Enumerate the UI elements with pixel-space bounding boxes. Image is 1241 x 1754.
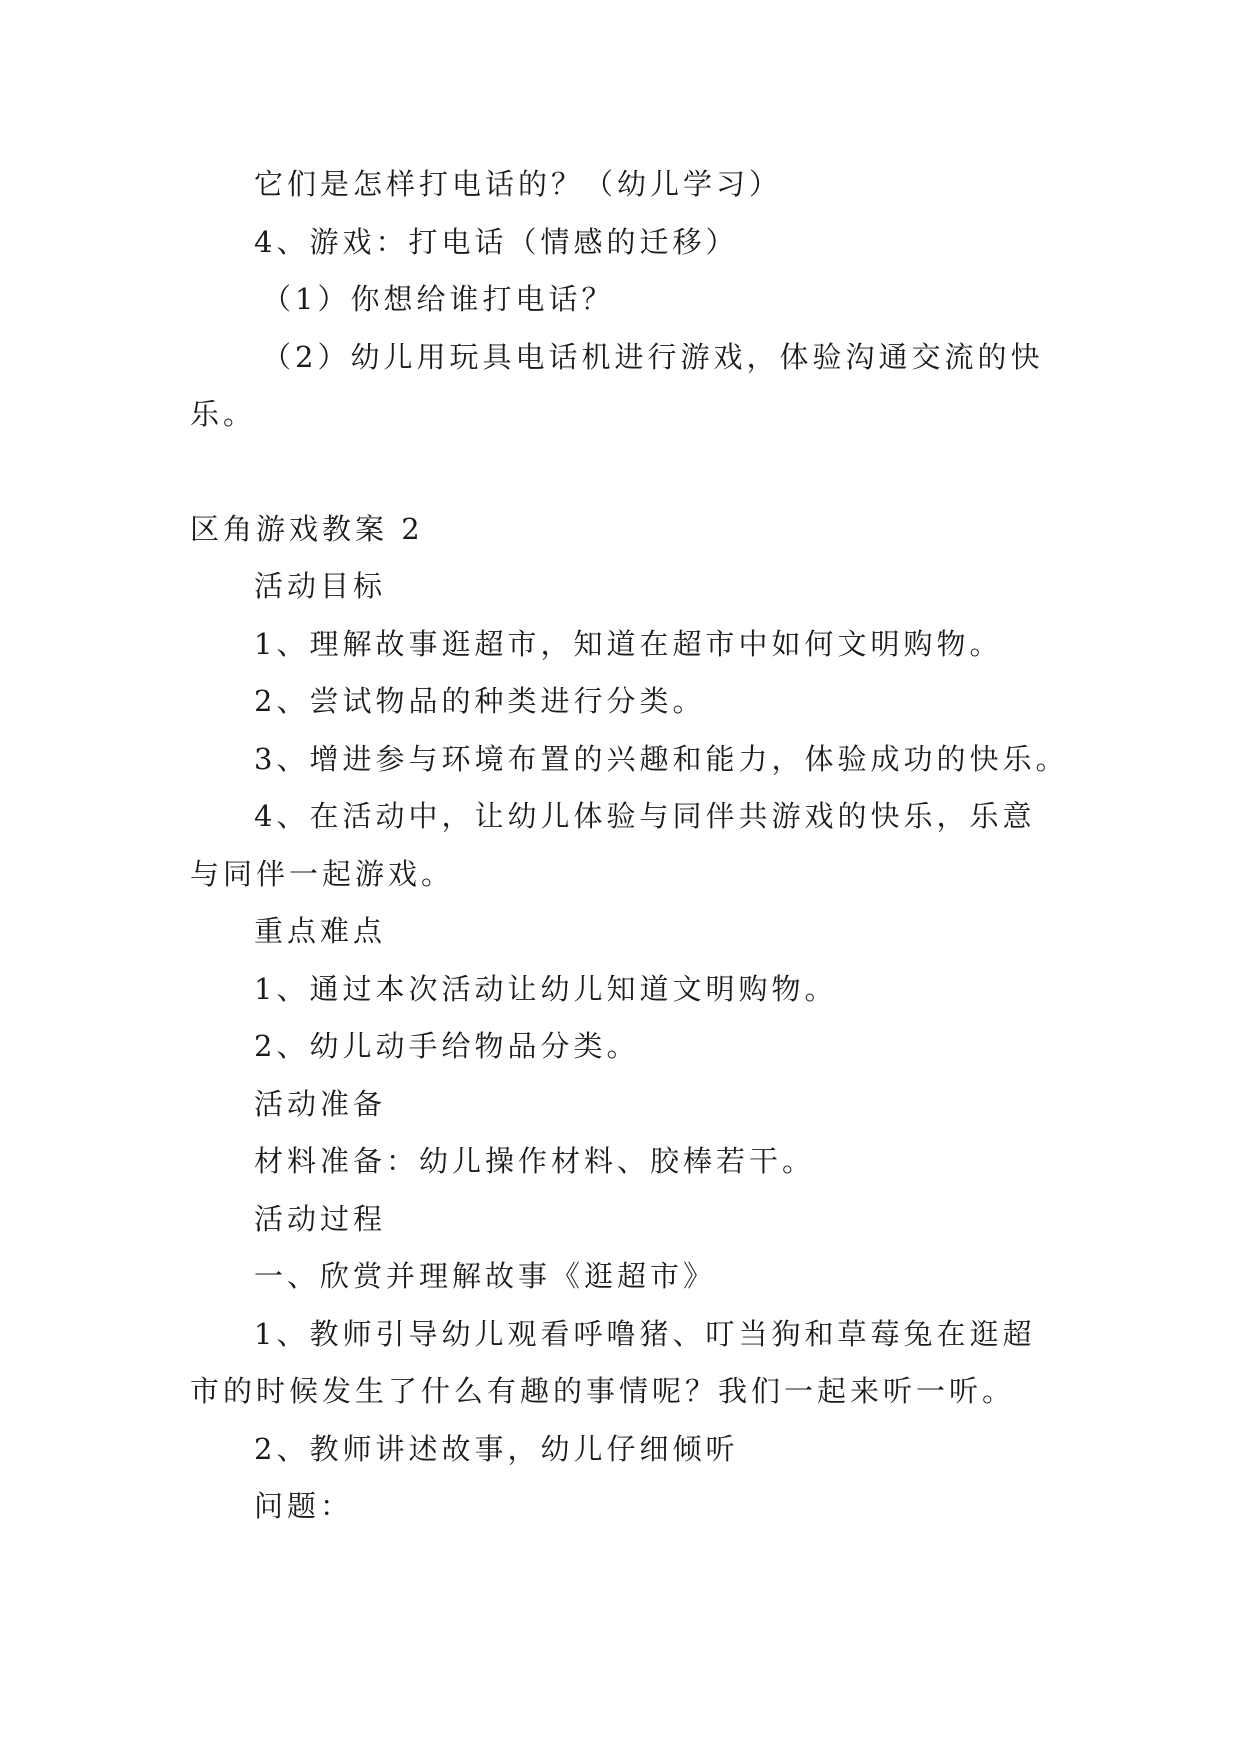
paragraph-line: 材料准备：幼儿操作材料、胶棒若干。 (254, 1144, 816, 1178)
paragraph-line: 市的时候发生了什么有趣的事情呢？我们一起来听一听。 (190, 1374, 1016, 1408)
paragraph-line: 1、理解故事逛超市，知道在超市中如何文明购物。 (254, 627, 1003, 661)
section-heading: 活动准备 (254, 1087, 387, 1121)
paragraph-line: 一、欣赏并理解故事《逛超市》 (254, 1259, 717, 1293)
paragraph-line: 与同伴一起游戏。 (190, 857, 455, 891)
paragraph-line: 2、尝试物品的种类进行分类。 (254, 684, 706, 718)
section-heading: 重点难点 (254, 914, 387, 948)
paragraph-line: （1）你想给谁打电话？ (262, 282, 615, 316)
paragraph-line: 1、通过本次活动让幼儿知道文明购物。 (254, 972, 838, 1006)
paragraph-line: 3、增进参与环境布置的兴趣和能力，体验成功的快乐。 (254, 742, 1069, 776)
paragraph-line: 4、游戏：打电话（情感的迁移） (254, 225, 739, 259)
paragraph-line: （2）幼儿用玩具电话机进行游戏，体验沟通交流的快 (262, 340, 1044, 374)
paragraph-line: 2、幼儿动手给物品分类。 (254, 1029, 640, 1063)
section-title: 区角游戏教案 2 (190, 512, 424, 546)
section-heading: 活动目标 (254, 569, 387, 603)
section-heading: 活动过程 (254, 1202, 387, 1236)
paragraph-line: 1、教师引导幼儿观看呼噜猪、叮当狗和草莓兔在逛超 (254, 1317, 1036, 1351)
paragraph-line: 它们是怎样打电话的？（幼儿学习） (254, 167, 783, 201)
paragraph-line: 乐。 (190, 397, 257, 431)
paragraph-line: 问题： (254, 1489, 354, 1523)
paragraph-line: 4、在活动中，让幼儿体验与同伴共游戏的快乐，乐意 (254, 799, 1036, 833)
paragraph-line: 2、教师讲述故事，幼儿仔细倾听 (254, 1432, 739, 1466)
